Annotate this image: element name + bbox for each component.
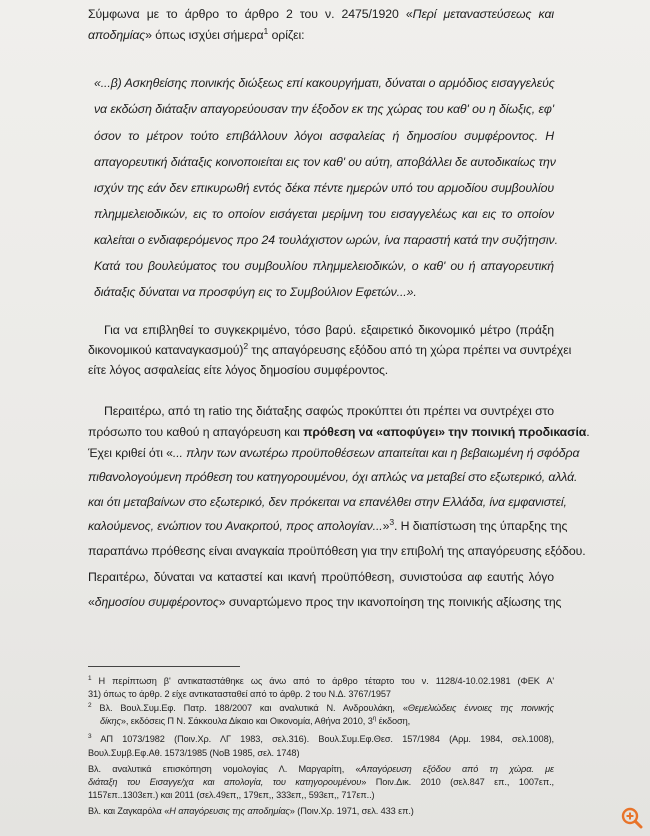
footnote-text: έκδοση, bbox=[376, 716, 411, 726]
para2-line: Για να επιβληθεί το συγκεκριμένο, τόσο βαρύ. εξαιρετικό δικονομικό μέτρο (πράξη bbox=[104, 323, 554, 337]
para3-line: παραπάνω πρόθεσης είναι αναγκαία προϋπόθεση για την επιβολή της απαγόρευσης εξόδου. bbox=[88, 544, 586, 558]
footnote-title: Απαγόρευση εξόδου από τη χώρα. με bbox=[360, 764, 554, 774]
footnote-number: 2 bbox=[88, 701, 92, 709]
footnote-text: Βλ. αναλυτικά επισκόπηση νομολογίας Λ. Μαργαρίτη, « bbox=[88, 764, 361, 774]
para3-line bbox=[88, 424, 590, 441]
footnote-text: » Ποιν.Δικ. 2010 (σελ.847 επ., 1007επ., bbox=[361, 777, 554, 787]
footnote-text: Η περίπτωση β' αντικαταστάθηκε ως άνω από το άρθρο τέταρτο του ν. 1128/4-10.02.1981 (ΦΕΚ Α' bbox=[91, 676, 554, 686]
footnote-title: Θεμελιώδεις έννοιες της ποινικής bbox=[407, 703, 554, 713]
footnote-text: Βλ. Βουλ.Συμ.Εφ. Πατρ. 188/2007 και αναλυτικά Ν. Ανδρουλάκη, « bbox=[91, 703, 408, 713]
zoom-in-icon[interactable] bbox=[620, 806, 644, 830]
para3-text: « bbox=[88, 595, 95, 609]
para3-line: πιθανολογούμενη πρόθεση του κατηγορουμένου, όχι απλώς να μεταβεί στο εξωτερικό, αλλά. bbox=[88, 470, 578, 484]
para3-quote: καλούμενος, ενώπιον του Ανακριτού, προς απολογίαν... bbox=[88, 519, 383, 533]
quote-line: όσον το μέτρον τούτο επιβάλλουν λόγοι ασφαλείας ή δημοσίου συμφέροντος. Η bbox=[94, 129, 554, 143]
footnote-text: Βλ. και Ζαγκαρόλα « bbox=[88, 806, 170, 816]
intro-line-2 bbox=[88, 27, 554, 44]
quote-line: πλημμελειοδικών, εις το οποίον εισάγεται μερίμνη του εισαγγελέως και εις το οποίον bbox=[94, 207, 554, 221]
para2-line: είτε λόγος ασφαλείας είτε λόγος δημοσίου συμφέροντος. bbox=[88, 363, 389, 377]
para3-line bbox=[88, 594, 562, 611]
footnote-3-cont: Βουλ.Συμβ.Εφ.Αθ. 1573/1985 (ΝοΒ 1985, σελ. 1748) bbox=[88, 748, 300, 758]
para3-text: Έχει κριθεί ότι « bbox=[88, 446, 173, 460]
quote-line: να εκδώση διάταξιν απαγορεύουσαν την έξοδον εκ της χώρας του καθ' ου η δίωξις, εφ' bbox=[94, 102, 554, 116]
footnote-4-cont: 1157επ..1303επ.) και 2011 (σελ.49επ,, 179επ,, 333επ,, 593επ,, 717επ..) bbox=[88, 790, 375, 800]
para2-line bbox=[88, 340, 572, 359]
footnote-title: δίκης bbox=[100, 716, 121, 726]
footnote-2 bbox=[88, 703, 554, 715]
para3-line: Περαιτέρω, δύναται να καταστεί και ικανή προϋπόθεση, συνιστούσα αφ εαυτής λόγο bbox=[88, 570, 554, 584]
para2-text: δικονομικού καταναγκασμού) bbox=[88, 343, 244, 357]
quote-line: διάταξις δύναται να προσφύγη εις το Συμβούλιον Εφετών...». bbox=[94, 285, 417, 299]
intro-title-end: αποδημίας bbox=[88, 28, 146, 42]
intro-text-3: ορίζει: bbox=[268, 28, 305, 42]
footnote-4 bbox=[88, 764, 554, 776]
para3-line: Περαιτέρω, από τη ratio της διάταξης σαφώς προκύπτει ότι πρέπει να συντρέχει στο bbox=[104, 404, 554, 418]
para3-line bbox=[88, 445, 580, 462]
para3-text: » bbox=[382, 519, 390, 533]
quote-line: «...β) Ασκηθείσης ποινικής διώξεως επί κακουργήματι, δύναται ο αρμόδιος εισαγγελεύς bbox=[94, 76, 555, 90]
para3-line bbox=[88, 516, 568, 535]
para3-quote: ... πλην των ανωτέρω προϋποθέσεων απαιτείται και η βεβαιωμένη ή σφόδρα bbox=[172, 446, 580, 460]
footnote-1 bbox=[88, 676, 554, 688]
footnote-title: Η απαγόρευσις της αποδημίας bbox=[169, 806, 290, 816]
footnote-separator bbox=[88, 666, 240, 667]
para3-text: . Η διαπίστωση της ύπαρξης της bbox=[394, 519, 568, 533]
para2-text: της απαγόρευσης εξόδου από τη χώρα πρέπει να συντρέχει bbox=[248, 343, 572, 357]
footnote-number: 1 bbox=[88, 674, 92, 682]
intro-line-1 bbox=[88, 6, 554, 23]
para3-quote: δημοσίου συμφέροντος bbox=[94, 595, 219, 609]
intro-text: Σύμφωνα με το άρθρο το άρθρο 2 του ν. 2475/1920 « bbox=[88, 7, 413, 21]
footnote-ref-2: 2 bbox=[243, 340, 249, 351]
quote-line: καλείται ο ενδιαφερόμενος προ 24 τουλάχιστον ωρών, ίνα παραστή κατά την συζήτησιν. bbox=[94, 233, 558, 247]
footnote-3 bbox=[88, 734, 554, 746]
footnote-text: ΑΠ 1073/1982 (Ποιν.Χρ. ΛΓ 1983, σελ.316). Βουλ.Συμ.Εφ.Θεσ. 157/1984 (Αρμ. 1984, σελ.1008), bbox=[91, 734, 554, 744]
footnote-text: », εκδόσεις Π Ν. Σάκκουλα Δίκαιο και Οικονομία, Αθήνα 2010, 3 bbox=[120, 716, 373, 726]
footnote-2-cont bbox=[100, 716, 554, 728]
quote-line: απαγορευτική διάταξις κοινοποιείται εις τον καθ' ου αύτη, αποβάλλει δε αυτοδικαίως την bbox=[94, 155, 556, 169]
quote-line: Κατά του βουλεύματος του συμβουλίου πλημμελειοδικών, ο καθ' ου ή απαγορευτική bbox=[94, 259, 554, 273]
para3-line: και ότι μεταβαίνων στο εξωτερικό, δεν πρόκειται να επανέλθει στην Ελλάδα, ίνα εμφανιστεί, bbox=[88, 495, 567, 509]
intro-text-2: » όπως ισχύει σήμερα bbox=[145, 28, 264, 42]
footnote-1-cont: 31) όπως το άρθρ. 2 είχε αντικατασταθεί από το άρθρ. 2 του Ν.Δ. 3767/1957 bbox=[88, 689, 391, 699]
footnote-ref-3: 3 bbox=[389, 516, 395, 527]
para3-text: » συναρτώμενο προς την ικανοποίηση της ποινικής αξίωσης της bbox=[218, 595, 562, 609]
footnote-sup: η bbox=[372, 714, 377, 722]
para3-text: πρόσωπο του καθού η απαγόρευση και bbox=[88, 425, 304, 439]
quote-line: ισχύν της εάν δεν επικυρωθή εντός δέκα πέντε ημερών υπό του αρμοδίου συμβουλίου bbox=[94, 181, 554, 195]
intro-title: Περί μεταναστεύσεως και bbox=[412, 7, 554, 21]
footnote-title: διάταξη του Εισαγγε/χα και απολογία, του κατηγορουμένου bbox=[88, 777, 362, 787]
footnote-4-cont bbox=[88, 777, 554, 789]
footnote-ref-1: 1 bbox=[263, 25, 269, 36]
para3-bold-text: πρόθεση να «αποφύγει» την ποινική προδικασία bbox=[303, 425, 587, 439]
para3-text: . bbox=[586, 425, 590, 439]
footnote-text: » (Ποιν.Χρ. 1971, σελ. 433 επ.) bbox=[289, 806, 414, 816]
footnote-5 bbox=[88, 806, 554, 818]
footnote-number: 3 bbox=[88, 732, 92, 740]
